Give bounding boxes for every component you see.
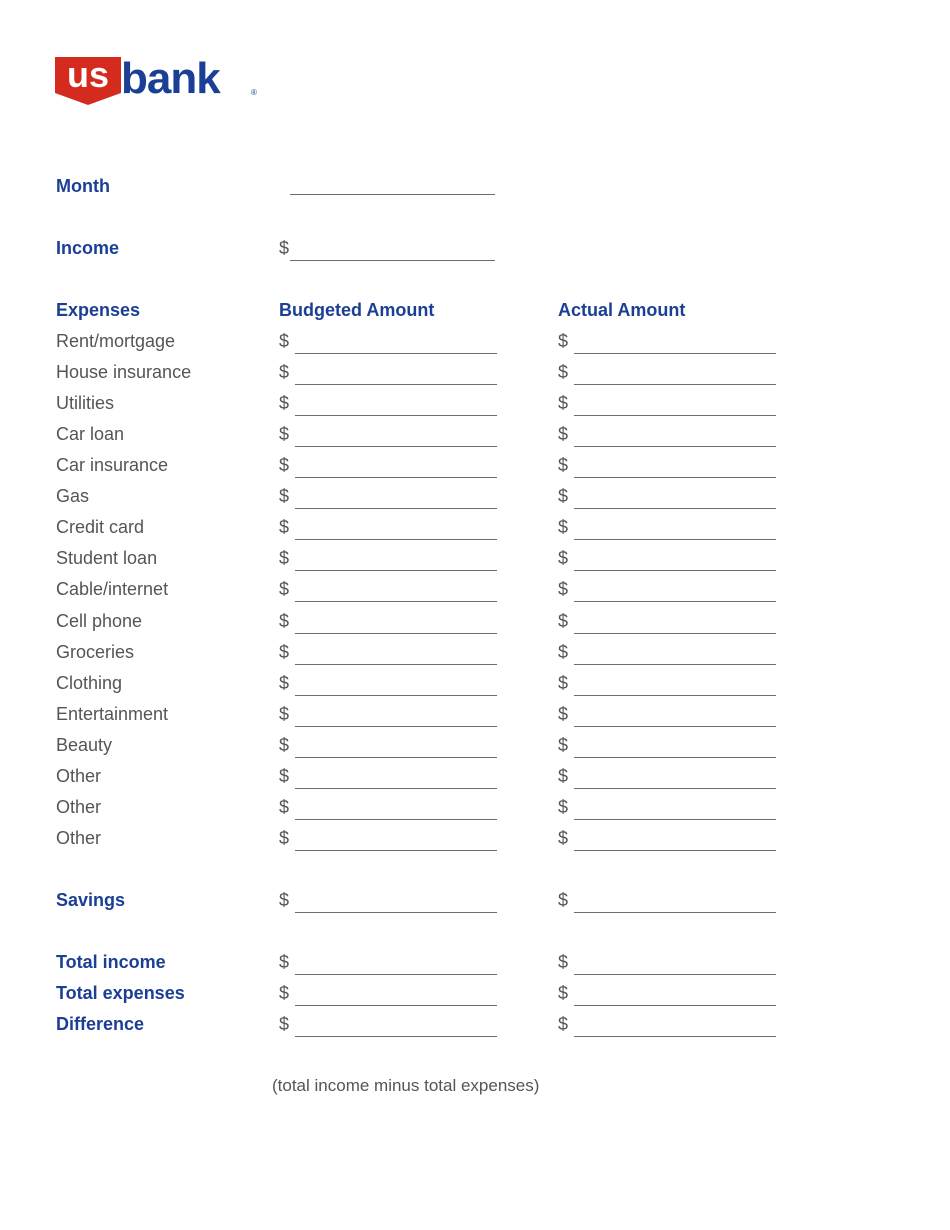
entry-line <box>295 974 497 975</box>
currency-symbol: $ <box>558 486 569 506</box>
expense-label: Cell phone <box>56 611 143 631</box>
currency-symbol: $ <box>558 517 569 537</box>
actual-amount-field[interactable] <box>558 517 776 537</box>
currency-symbol: $ <box>558 890 569 910</box>
actual-amount-field[interactable] <box>558 548 776 568</box>
actual-amount-field[interactable] <box>558 735 776 755</box>
entry-line <box>295 477 497 478</box>
entry-line <box>295 508 497 509</box>
actual-amount-header: Actual Amount <box>558 300 686 320</box>
entry-line <box>295 353 497 354</box>
expense-label: House insurance <box>56 362 192 382</box>
currency-symbol: $ <box>279 735 290 755</box>
currency-symbol: $ <box>558 704 569 724</box>
currency-symbol: $ <box>558 393 569 413</box>
entry-line <box>295 539 497 540</box>
entry-line <box>295 1036 497 1037</box>
entry-line <box>574 446 776 447</box>
entry-line <box>574 974 776 975</box>
entry-line <box>574 353 776 354</box>
currency-symbol: $ <box>558 766 569 786</box>
entry-line <box>574 633 776 634</box>
currency-symbol: $ <box>558 797 569 817</box>
actual-amount-field[interactable] <box>558 486 776 506</box>
entry-line <box>574 757 776 758</box>
budgeted-amount-field[interactable] <box>279 455 497 475</box>
entry-line <box>295 819 497 820</box>
entry-line <box>574 384 776 385</box>
total-income-budgeted-field[interactable] <box>279 952 497 972</box>
difference-actual-field[interactable] <box>558 1014 776 1034</box>
currency-symbol: $ <box>279 766 290 786</box>
entry-line <box>574 508 776 509</box>
entry-line <box>295 570 497 571</box>
actual-amount-field[interactable] <box>558 331 776 351</box>
income-line <box>290 260 495 261</box>
difference-budgeted-field[interactable] <box>279 1014 497 1034</box>
budgeted-amount-field[interactable] <box>279 424 497 444</box>
total-expenses-actual-field[interactable] <box>558 983 776 1003</box>
expense-label: Student loan <box>56 548 158 568</box>
currency-symbol: $ <box>558 828 569 848</box>
expense-label: Other <box>56 797 102 817</box>
currency-symbol: $ <box>279 486 290 506</box>
actual-amount-field[interactable] <box>558 642 776 662</box>
logo-bank-text: bank <box>121 55 220 103</box>
currency-symbol: $ <box>558 673 569 693</box>
currency-symbol: $ <box>279 424 290 444</box>
entry-line <box>295 695 497 696</box>
currency-symbol: $ <box>279 673 290 693</box>
actual-amount-field[interactable] <box>558 393 776 413</box>
entry-line <box>574 415 776 416</box>
entry-line <box>574 601 776 602</box>
expense-label: Car insurance <box>56 455 169 475</box>
logo-registered-mark: ® <box>251 88 257 97</box>
currency-symbol: $ <box>279 548 290 568</box>
currency-symbol: $ <box>279 1014 290 1034</box>
currency-symbol: $ <box>558 548 569 568</box>
currency-symbol: $ <box>558 455 569 475</box>
actual-amount-field[interactable] <box>558 797 776 817</box>
month-field[interactable] <box>290 194 495 195</box>
actual-amount-field[interactable] <box>558 828 776 848</box>
expenses-label: Expenses <box>56 300 141 320</box>
entry-line <box>295 850 497 851</box>
currency-symbol: $ <box>279 983 290 1003</box>
entry-line <box>574 539 776 540</box>
entry-line <box>295 1005 497 1006</box>
entry-line <box>295 446 497 447</box>
actual-amount-field[interactable] <box>558 704 776 724</box>
total-expenses-budgeted-field[interactable] <box>279 983 497 1003</box>
expense-label: Rent/mortgage <box>56 331 176 351</box>
entry-line <box>574 726 776 727</box>
currency-symbol: $ <box>279 704 290 724</box>
usbank-logo <box>55 55 260 107</box>
savings-budgeted-field[interactable] <box>279 890 497 910</box>
actual-amount-field[interactable] <box>558 362 776 382</box>
budgeted-amount-field[interactable] <box>279 704 497 724</box>
currency-symbol: $ <box>558 642 569 662</box>
budgeted-amount-header: Budgeted Amount <box>279 300 435 320</box>
actual-amount-field[interactable] <box>558 424 776 444</box>
expense-label: Beauty <box>56 735 113 755</box>
expense-label: Utilities <box>56 393 115 413</box>
currency-symbol: $ <box>558 331 569 351</box>
total-expenses-label: Total expenses <box>56 983 185 1003</box>
budgeted-amount-field[interactable] <box>279 331 497 351</box>
entry-line <box>574 1005 776 1006</box>
actual-amount-field[interactable] <box>558 579 776 599</box>
currency-symbol: $ <box>558 362 569 382</box>
expense-label: Groceries <box>56 642 135 662</box>
currency-symbol: $ <box>279 579 290 599</box>
income-label: Income <box>56 238 120 258</box>
entry-line <box>295 664 497 665</box>
total-income-label: Total income <box>56 952 166 972</box>
expense-label: Car loan <box>56 424 125 444</box>
budgeted-amount-field[interactable] <box>279 517 497 537</box>
entry-line <box>295 633 497 634</box>
entry-line <box>295 912 497 913</box>
currency-symbol: $ <box>279 362 290 382</box>
entry-line <box>574 695 776 696</box>
currency-symbol: $ <box>279 393 290 413</box>
budgeted-amount-field[interactable] <box>279 797 497 817</box>
income-field[interactable] <box>279 238 495 258</box>
budgeted-amount-field[interactable] <box>279 548 497 568</box>
budgeted-amount-field[interactable] <box>279 673 497 693</box>
currency-symbol: $ <box>279 890 290 910</box>
entry-line <box>295 601 497 602</box>
currency-symbol: $ <box>279 517 290 537</box>
expense-label: Clothing <box>56 673 123 693</box>
income-currency: $ <box>279 238 290 258</box>
expense-label: Other <box>56 828 102 848</box>
currency-symbol: $ <box>279 455 290 475</box>
actual-amount-field[interactable] <box>558 455 776 475</box>
entry-line <box>295 757 497 758</box>
currency-symbol: $ <box>558 424 569 444</box>
entry-line <box>574 570 776 571</box>
currency-symbol: $ <box>558 1014 569 1034</box>
currency-symbol: $ <box>279 611 290 631</box>
total-income-actual-field[interactable] <box>558 952 776 972</box>
budgeted-amount-field[interactable] <box>279 393 497 413</box>
footnote: (total income minus total expenses) <box>272 1076 540 1095</box>
currency-symbol: $ <box>279 828 290 848</box>
actual-amount-field[interactable] <box>558 611 776 631</box>
actual-amount-field[interactable] <box>558 766 776 786</box>
expense-label: Entertainment <box>56 704 169 724</box>
entry-line <box>574 819 776 820</box>
expense-label: Credit card <box>56 517 145 537</box>
budgeted-amount-field[interactable] <box>279 486 497 506</box>
currency-symbol: $ <box>558 952 569 972</box>
currency-symbol: $ <box>279 642 290 662</box>
entry-line <box>295 384 497 385</box>
entry-line <box>295 726 497 727</box>
currency-symbol: $ <box>279 797 290 817</box>
entry-line <box>574 477 776 478</box>
expense-label: Gas <box>56 486 90 506</box>
currency-symbol: $ <box>279 331 290 351</box>
entry-line <box>295 415 497 416</box>
budgeted-amount-field[interactable] <box>279 362 497 382</box>
currency-symbol: $ <box>279 952 290 972</box>
budgeted-amount-field[interactable] <box>279 642 497 662</box>
budgeted-amount-field[interactable] <box>279 579 497 599</box>
entry-line <box>574 912 776 913</box>
currency-symbol: $ <box>558 579 569 599</box>
currency-symbol: $ <box>558 983 569 1003</box>
currency-symbol: $ <box>558 735 569 755</box>
savings-label: Savings <box>56 890 126 910</box>
logo-us-text: us <box>66 55 110 95</box>
entry-line <box>574 788 776 789</box>
actual-amount-field[interactable] <box>558 673 776 693</box>
entry-line <box>574 1036 776 1037</box>
expense-label: Cable/internet <box>56 579 169 599</box>
savings-actual-field[interactable] <box>558 890 776 910</box>
budgeted-amount-field[interactable] <box>279 611 497 631</box>
budgeted-amount-field[interactable] <box>279 766 497 786</box>
expense-label: Other <box>56 766 102 786</box>
entry-line <box>574 664 776 665</box>
month-label: Month <box>56 176 110 196</box>
entry-line <box>574 850 776 851</box>
budgeted-amount-field[interactable] <box>279 828 497 848</box>
entry-line <box>295 788 497 789</box>
budgeted-amount-field[interactable] <box>279 735 497 755</box>
difference-label: Difference <box>56 1014 145 1034</box>
currency-symbol: $ <box>558 611 569 631</box>
